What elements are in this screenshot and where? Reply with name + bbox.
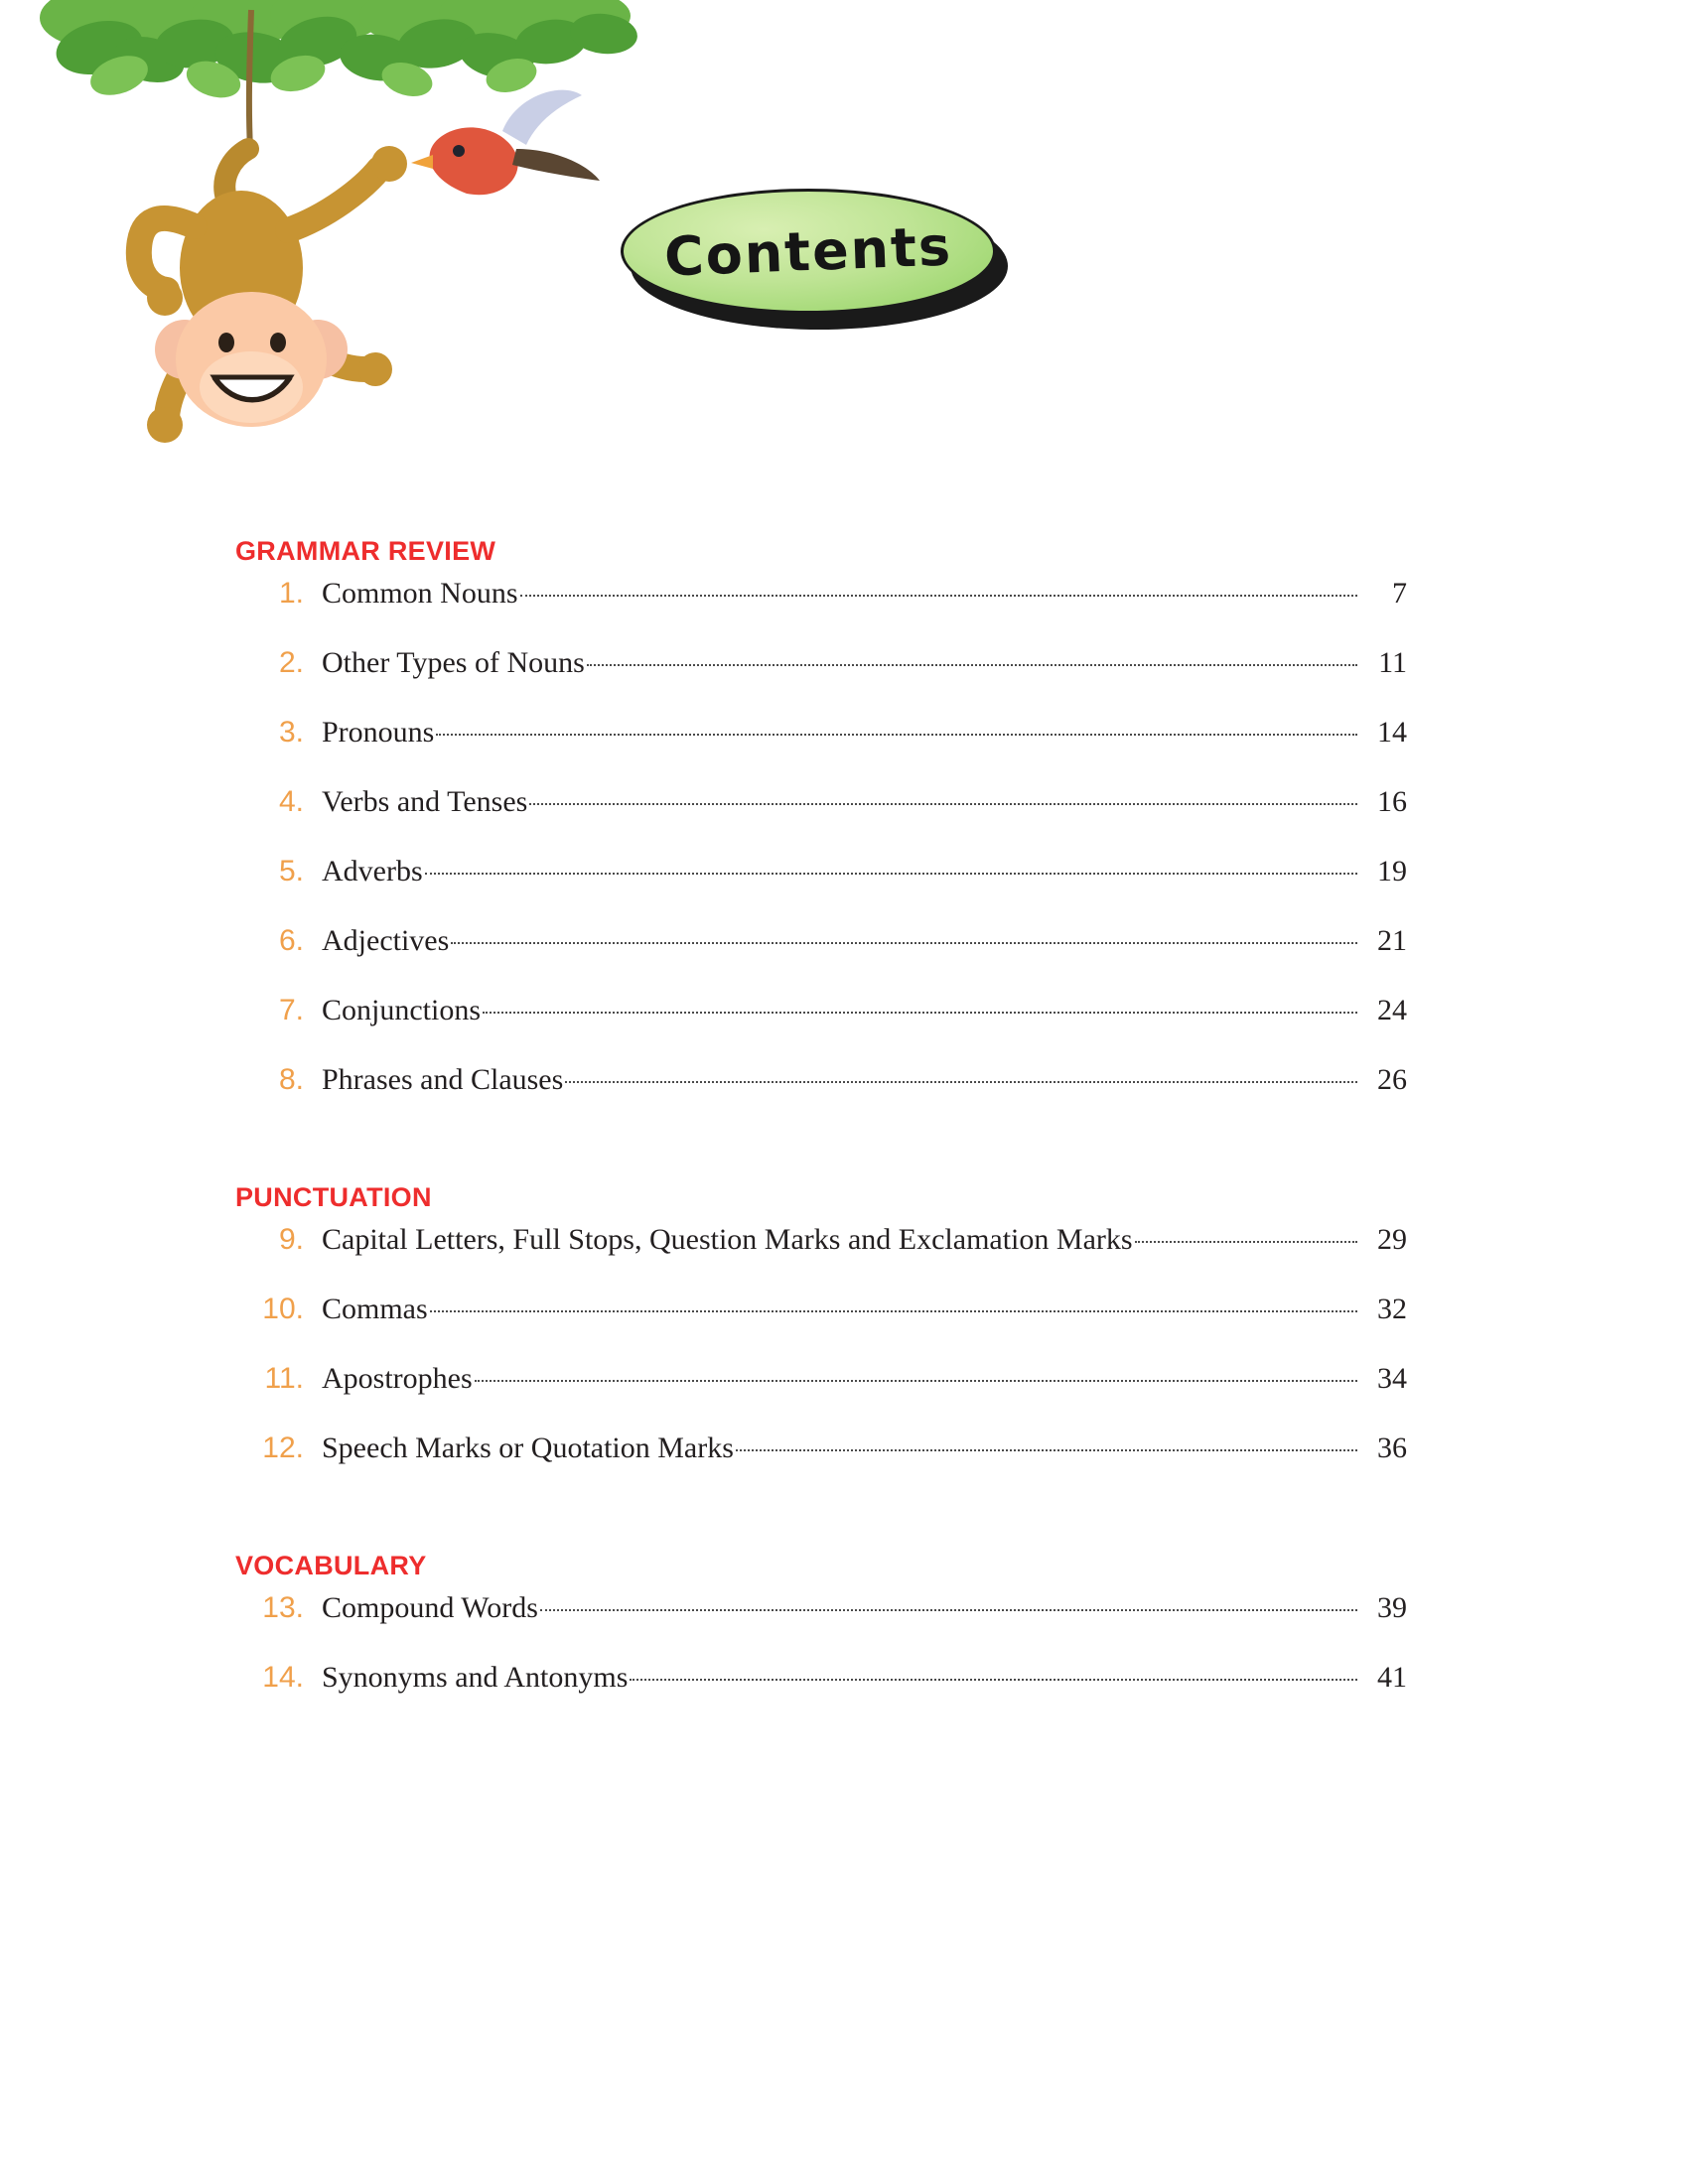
dot-leader [736,1449,1357,1451]
entry-number: 10. [262,1293,304,1325]
entry-title: Capital Letters, Full Stops, Question Marks and Exclamation Marks [322,1223,1133,1256]
entry-page: 41 [1377,1661,1407,1694]
entry-number: 9. [278,1223,304,1256]
toc-entry[interactable] [235,1362,1407,1432]
entry-page: 39 [1377,1591,1407,1624]
header-illustration [0,0,695,467]
dot-leader [540,1609,1357,1611]
entry-title: Verbs and Tenses [322,785,528,818]
toc-entry[interactable] [235,1432,1407,1501]
toc-entry[interactable] [235,924,1407,994]
entry-page: 26 [1377,1063,1407,1096]
dot-leader [520,595,1357,597]
dot-leader [436,734,1357,736]
entry-number: 3. [278,716,304,749]
entry-number: 1. [278,577,304,610]
toc-entry[interactable] [235,646,1407,716]
toc-entry[interactable] [235,1591,1407,1661]
entry-page: 16 [1377,785,1407,818]
entry-page: 36 [1377,1432,1407,1464]
dot-leader [565,1081,1357,1083]
dot-leader [587,664,1357,666]
toc-entry[interactable] [235,785,1407,855]
hanging-monkey-illustration [139,146,407,443]
entry-number: 7. [278,994,304,1026]
dot-leader [630,1679,1357,1681]
entry-title: Adjectives [322,924,450,957]
entry-page: 7 [1392,577,1407,610]
dot-leader [529,803,1357,805]
toc-entry[interactable] [235,1063,1407,1133]
page-title: Contents [662,213,954,289]
entry-title: Phrases and Clauses [322,1063,564,1096]
section-heading-grammar-review: GRAMMAR REVIEW [235,536,496,566]
entry-page: 32 [1377,1293,1407,1325]
entry-page: 11 [1378,646,1407,679]
entry-number: 11. [264,1362,304,1395]
entry-page: 21 [1377,924,1407,957]
dot-leader [430,1310,1357,1312]
toc-entry[interactable] [235,1223,1407,1293]
dot-leader [451,942,1357,944]
entry-number: 2. [278,646,304,679]
entry-number: 12. [262,1432,304,1464]
dot-leader [475,1380,1357,1382]
toc-entry[interactable] [235,577,1407,646]
entry-page: 19 [1377,855,1407,887]
toc-entry[interactable] [235,1661,1407,1730]
entry-title: Compound Words [322,1591,538,1624]
entry-page: 24 [1377,994,1407,1026]
entry-title: Other Types of Nouns [322,646,585,679]
entry-title: Apostrophes [322,1362,473,1395]
toc-entry[interactable] [235,855,1407,924]
dot-leader [425,873,1357,875]
entry-page: 14 [1377,716,1407,749]
entry-title: Common Nouns [322,577,518,610]
vine-rope [249,10,251,149]
entry-title: Speech Marks or Quotation Marks [322,1432,734,1464]
contents-title-bubble [621,189,1008,333]
table-of-contents [235,536,1407,1730]
section-heading-punctuation: PUNCTUATION [235,1182,432,1212]
dot-leader [483,1012,1357,1014]
toc-entry[interactable] [235,994,1407,1063]
dot-leader [1135,1241,1357,1243]
entry-title: Pronouns [322,716,435,749]
entry-title: Commas [322,1293,428,1325]
entry-number: 13. [262,1591,304,1624]
entry-number: 4. [278,785,304,818]
entry-number: 14. [262,1661,304,1694]
entry-number: 6. [278,924,304,957]
entry-number: 5. [278,855,304,887]
entry-title: Conjunctions [322,994,482,1026]
entry-title: Adverbs [322,855,423,887]
entry-page: 29 [1377,1223,1407,1256]
entry-number: 8. [278,1063,304,1096]
toc-entry[interactable] [235,1293,1407,1362]
leaves-foliage-icon [40,0,639,104]
flying-bird-illustration [411,90,600,196]
entry-title: Synonyms and Antonyms [322,1661,629,1694]
section-heading-vocabulary: VOCABULARY [235,1551,427,1580]
entry-page: 34 [1377,1362,1407,1395]
toc-entry[interactable] [235,716,1407,785]
